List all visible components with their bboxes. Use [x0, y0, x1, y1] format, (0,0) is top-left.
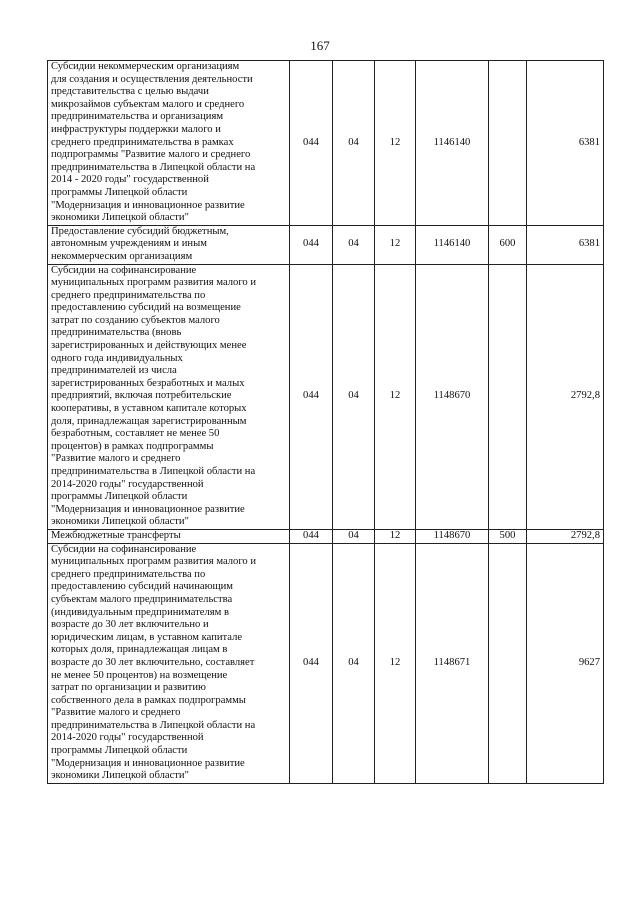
amount: 2792,8 — [527, 529, 604, 543]
subsection-code: 12 — [375, 543, 416, 783]
subsection-code: 12 — [375, 264, 416, 529]
page-number: 167 — [310, 38, 330, 53]
table-row — [48, 543, 604, 783]
table-row — [48, 61, 604, 226]
subsection-code: 12 — [375, 529, 416, 543]
target-article-code: 1146140 — [416, 61, 489, 226]
ministry-code: 044 — [290, 529, 333, 543]
ministry-code: 044 — [290, 264, 333, 529]
expense-type-code — [489, 543, 527, 783]
amount: 6381 — [527, 61, 604, 226]
section-code: 04 — [333, 529, 375, 543]
section-code: 04 — [333, 543, 375, 783]
target-article-code: 1148671 — [416, 543, 489, 783]
ministry-code: 044 — [290, 61, 333, 226]
amount: 2792,8 — [527, 264, 604, 529]
target-article-code: 1146140 — [416, 225, 489, 264]
amount: 9627 — [527, 543, 604, 783]
ministry-code: 044 — [290, 225, 333, 264]
section-code: 04 — [333, 61, 375, 226]
target-article-code: 1148670 — [416, 264, 489, 529]
target-article-code: 1148670 — [416, 529, 489, 543]
subsection-code: 12 — [375, 225, 416, 264]
ministry-code: 044 — [290, 543, 333, 783]
row-description: Субсидии некоммерческим организациям для создания и осуществления деятельности представительства с целью выдачи микрозаймов субъектам малого и среднего предпринимательства и организациям инфраструктуры поддержки малого и среднего предпринимательства в рамках подпрограммы "Развитие малого и среднего предпринимательства в Липецкой области на 2014 - 2020 годы" государственной программы Липецкой области "Модернизация и инновационное развитие экономики Липецкой области" — [48, 61, 290, 226]
subsection-code: 12 — [375, 61, 416, 226]
expense-type-code — [489, 264, 527, 529]
table-row — [48, 529, 604, 543]
row-description: Предоставление субсидий бюджетным, автономным учреждениям и иным некоммерческим организациям — [48, 225, 290, 264]
row-description: Субсидии на софинансирование муниципальных программ развития малого и среднего предпринимательства по предоставлению субсидий на возмещение затрат по созданию субъектов малого предпринимательства (вновь зарегистрированных и действующих менее одного года индивидуальных предпринимателей из числа зарегистрированных безработных и малых предприятий, включая потребительские кооперативы, в уставном капитале которых доля, принадлежащая зарегистрированным безработным, составляет не менее 50 процентов) в рамках подпрограммы "Развитие малого и среднего предпринимательства в Липецкой области на 2014-2020 годы" государственной программы Липецкой области "Модернизация и инновационное развитие экономики Липецкой области" — [48, 264, 290, 529]
table-row — [48, 264, 604, 529]
expense-type-code — [489, 61, 527, 226]
budget-table — [47, 60, 604, 784]
section-code: 04 — [333, 264, 375, 529]
row-description: Межбюджетные трансферты — [48, 529, 290, 543]
expense-type-code: 500 — [489, 529, 527, 543]
expense-type-code: 600 — [489, 225, 527, 264]
amount: 6381 — [527, 225, 604, 264]
row-description: Субсидии на софинансирование муниципальных программ развития малого и среднего предпринимательства по предоставлению субсидий начинающим субъектам малого предпринимательства (индивидуальным предпринимателям в возрасте до 30 лет включительно и юридическим лицам, в уставном капитале которых доля, принадлежащая лицам в возрасте до 30 лет включительно, составляет не менее 50 процентов) на возмещение затрат по организации и развитию собственного дела в рамках подпрограммы "Развитие малого и среднего предпринимательства в Липецкой области на 2014-2020 годы" государственной программы Липецкой области "Модернизация и инновационное развитие экономики Липецкой области" — [48, 543, 290, 783]
table-row — [48, 225, 604, 264]
section-code: 04 — [333, 225, 375, 264]
